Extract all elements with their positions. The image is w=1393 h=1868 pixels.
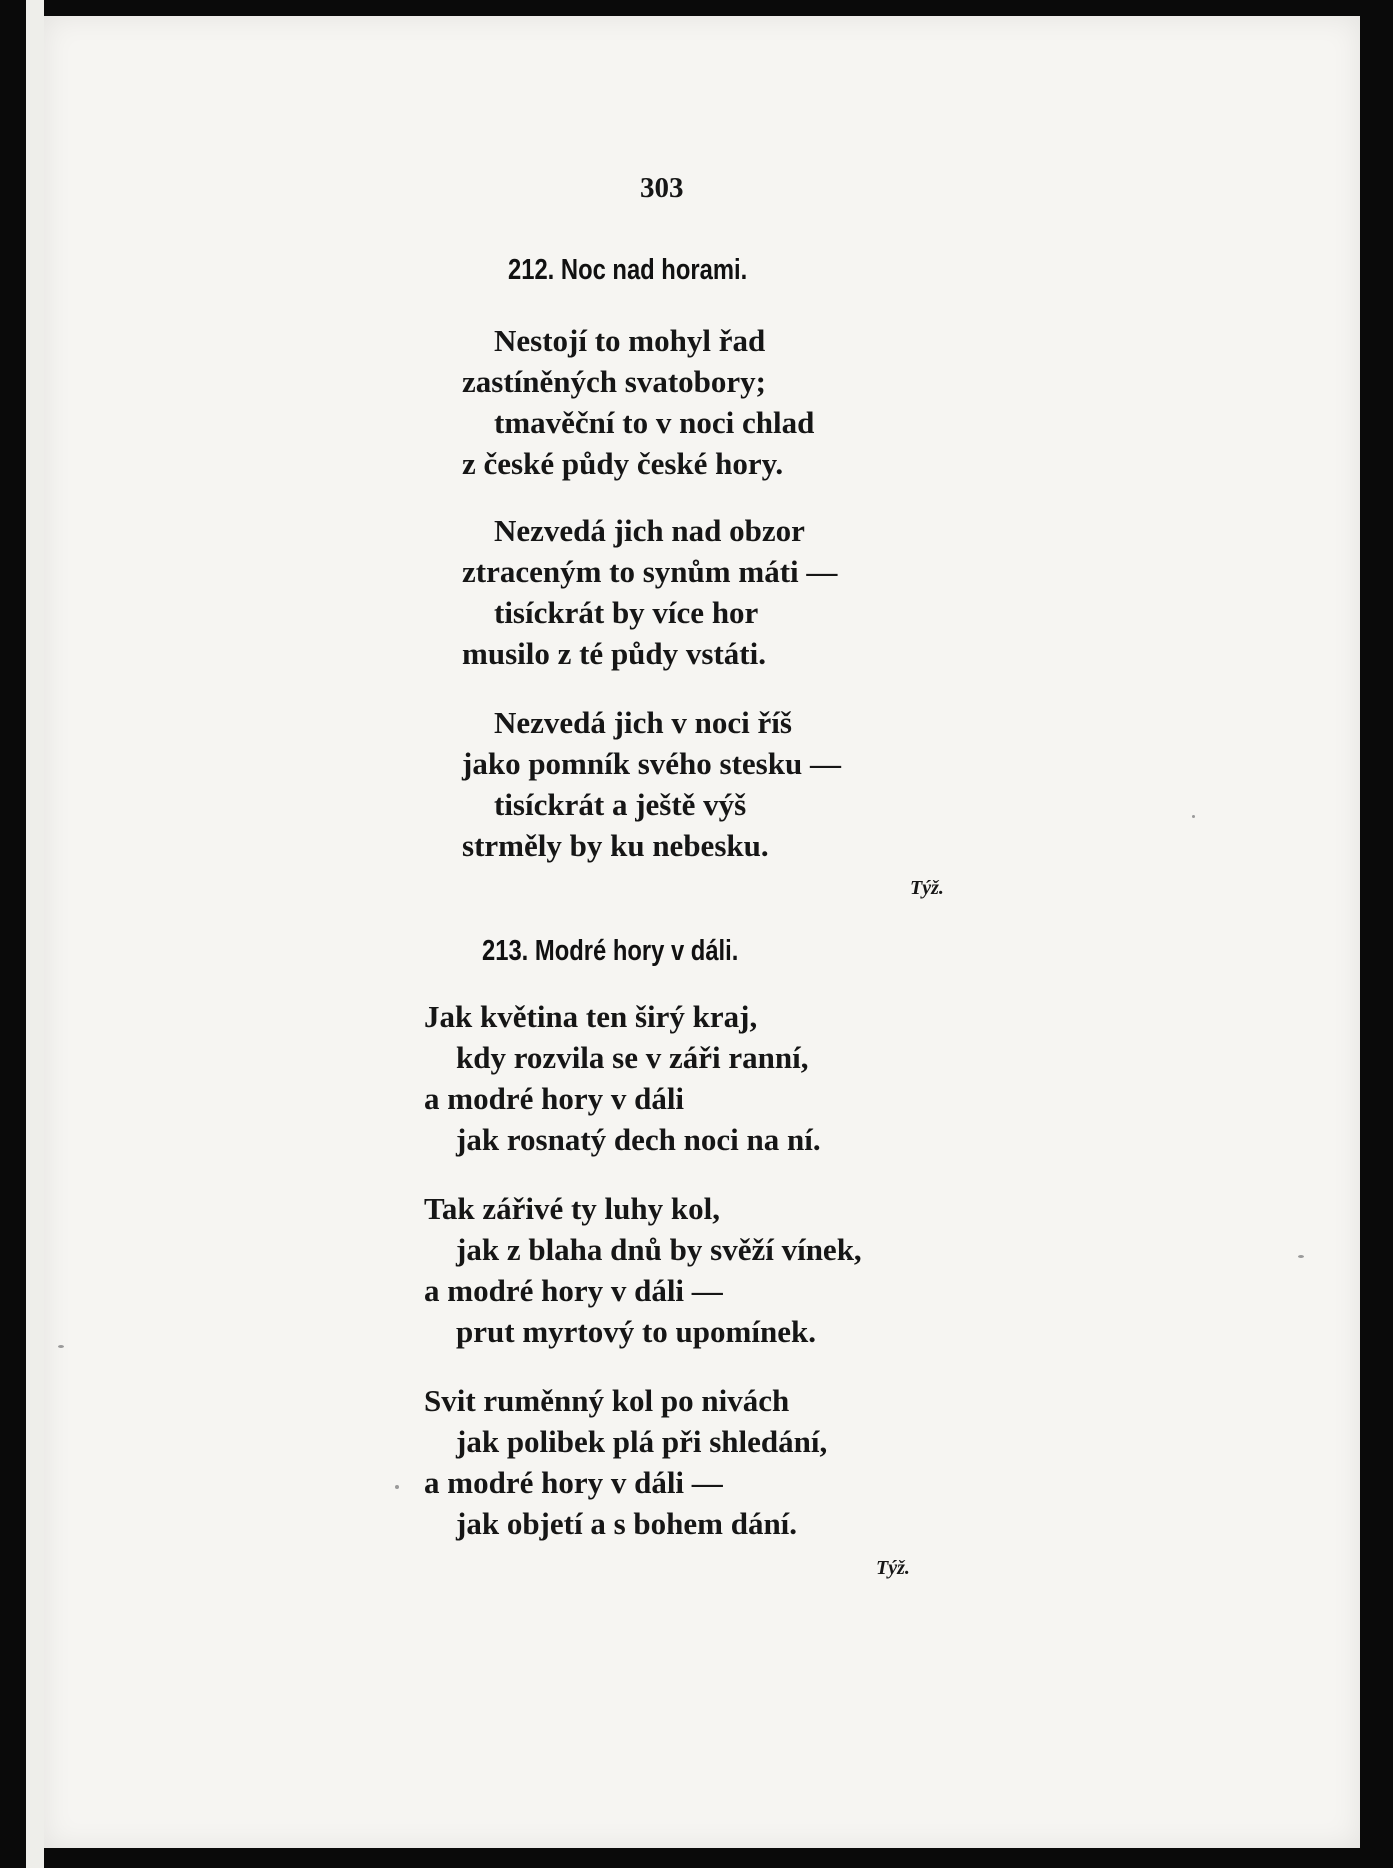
verse-line: prut myrtový to upomínek. [456, 1314, 816, 1349]
verse-line: Nestojí to mohyl řad [494, 323, 766, 358]
verse-line: Nezvedá jich nad obzor [494, 513, 805, 548]
verse-line: Svit ruměnný kol po nivách [424, 1383, 790, 1418]
poem-212-heading: 212. Noc nad horami. [508, 254, 748, 286]
poem-212-stanza-1 [462, 320, 814, 484]
poem-213-signature: Týž. [876, 1557, 910, 1579]
verse-line: Jak květina ten širý kraj, [424, 999, 758, 1034]
verse-line: tisíckrát by více hor [494, 595, 759, 630]
verse-line: a modré hory v dáli [424, 1081, 685, 1116]
verse-line: strměly by ku nebesku. [462, 828, 769, 863]
verse-line: tmavěční to v noci chlad [494, 405, 815, 440]
verse-line: Tak zářivé ty luhy kol, [424, 1191, 720, 1226]
verse-line: a modré hory v dáli — [424, 1465, 723, 1500]
verse-line: tisíckrát a ještě výš [494, 787, 747, 822]
poem-212-stanza-3 [462, 702, 841, 866]
verse-line: jako pomník svého stesku — [462, 746, 841, 781]
book-page [44, 16, 1360, 1848]
page-left-edge [26, 0, 44, 1868]
verse-line: ztraceným to synům máti — [462, 554, 838, 589]
verse-line: z české půdy české hory. [462, 446, 784, 481]
scan-speck [1298, 1255, 1304, 1258]
verse-line: kdy rozvila se v záři ranní, [456, 1040, 809, 1075]
poem-213-stanza-1 [424, 996, 821, 1160]
verse-line: a modré hory v dáli — [424, 1273, 723, 1308]
poem-212-signature: Týž. [910, 877, 944, 899]
verse-line: Nezvedá jich v noci říš [494, 705, 792, 740]
poem-213-stanza-3 [424, 1380, 827, 1544]
scan-speck [1192, 815, 1195, 818]
poem-213-heading: 213. Modré hory v dáli. [482, 935, 739, 967]
scan-speck [58, 1345, 64, 1348]
verse-line: jak z blaha dnů by svěží vínek, [456, 1232, 862, 1267]
page-number: 303 [640, 172, 684, 204]
poem-213-stanza-2 [424, 1188, 862, 1352]
poem-212-stanza-2 [462, 510, 837, 674]
verse-line: zastíněných svatobory; [462, 364, 766, 399]
scan-speck [395, 1485, 399, 1489]
verse-line: jak objetí a s bohem dání. [456, 1506, 798, 1541]
verse-line: jak rosnatý dech noci na ní. [456, 1122, 821, 1157]
verse-line: jak polibek plá při shledání, [456, 1424, 828, 1459]
verse-line: musilo z té půdy vstáti. [462, 636, 766, 671]
